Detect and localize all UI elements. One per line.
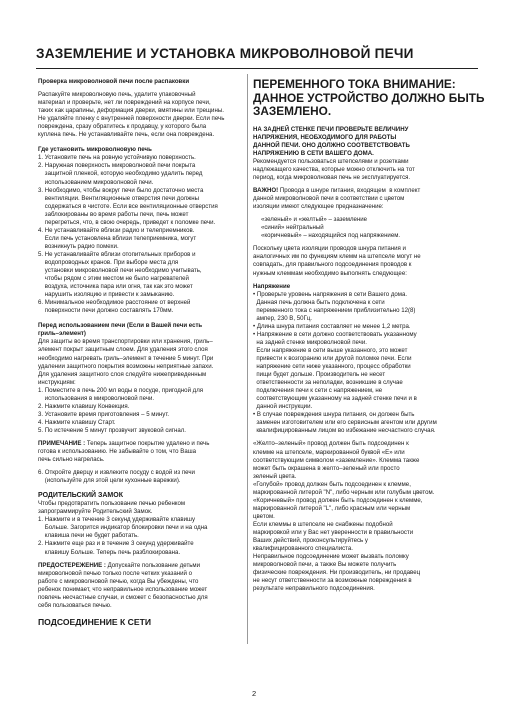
text-line: данной инструкции. (253, 403, 313, 411)
heading-connection: ПОДСОЕДИНЕНИЕ К СЕТИ (38, 616, 152, 627)
text-line: квалифицированного специалиста. (253, 545, 353, 553)
text-line: заблокированы во время работы печи, печь может (38, 210, 189, 218)
text-line: физические повреждения. Ни производитель, ни продавец (253, 569, 421, 577)
text-line: соответствующим символом «заземление». Клемма также (253, 456, 420, 464)
text-line: инструкциям: (38, 378, 76, 386)
text-line: Для защиты во время транспортировки или хранения, гриль– (38, 338, 213, 346)
text-line: «Голубой» провод должен быть подсоединен к клемме, (253, 480, 411, 488)
text-line: нарушить изоляцию и привести к замыканию. (38, 291, 175, 299)
text-line: 2. Нажмите еще раз и в течение 3 секунд удерживайте (38, 540, 194, 548)
title-underline (36, 68, 478, 69)
text-line: цветом. (253, 512, 275, 520)
text-line: «Желто–зеленый» провод должен быть подсоединен к (253, 440, 409, 448)
text-line: 1. Нажмите и в течение 3 секунд удерживайте клавишу (38, 516, 195, 524)
text-line: повреждена, сразу обратитесь к продавцу, у которого была (38, 123, 207, 131)
text-line: 5. По истечение 5 минут прозвучит звуковой сигнал. (38, 426, 186, 434)
before-use-list (38, 387, 241, 435)
right-column (253, 77, 485, 593)
text-line: Если печь установлена вблизи телеприемника, могут (38, 234, 197, 242)
text-line: маркированной литерой "L", либо красным или черным (253, 504, 411, 512)
text-line: 6. Минимальное необходимое расстояние от верхней (38, 299, 191, 307)
text-line: водопроводных кранов. При выборе места для (38, 258, 179, 266)
text-line: таких как царапины, деформация дверки, вмятины или трещины. (38, 107, 224, 115)
text-line: 6. Откройте дверцу и извлеките посуду с водой из печи (38, 469, 195, 477)
text-line: Поскольку цвета изоляции проводов шнура питания и (253, 245, 406, 253)
text-line: 2. Нажмите клавишу Конвекция. (38, 402, 130, 410)
heading-unpacking: Проверка микроволновой печи после распаковки (38, 78, 190, 85)
child-lock-text (38, 500, 241, 556)
text-line: поверхности печи должно составлять 170мм. (38, 307, 174, 315)
text-line: защитной пленкой, которую необходимо удалить перед (38, 170, 203, 178)
text-line: «Коричневый» провод должен быть подсоединен к клемме, (253, 496, 423, 504)
text-line: содержаться в чистоте. Если все вентиляционные отверстия (38, 202, 218, 210)
text-line: печь сильно нагрелась. (38, 456, 105, 464)
text-line: аналогичных им по функциям клемм на штепселе могут не (253, 253, 421, 261)
text-line: результате неправильного подсоединения. (253, 585, 375, 593)
text-line: ответственности за неполадки, возникшие в случае (253, 379, 403, 387)
text-line: период, когда микроволновая печь не эксплуатируется. (253, 174, 411, 182)
text-line: установки микроволновой печи необходимо учитывать, (38, 267, 202, 275)
text-line: заменен изготовителем или его сервисным агентом или другим (253, 419, 437, 427)
warning-paragraph (38, 562, 241, 610)
text-line: ЗАЗЕМЛЕНО. (253, 104, 332, 119)
text-line: 1. Поместите в печь 200 мл воды в посуде, пригодной для (38, 386, 204, 394)
text-line: Не удаляйте пленку с внутренней поверхности дверки. Если печь (38, 115, 225, 123)
text-line: соответствующим указанному на задней стенке печи и в (253, 395, 417, 403)
text-line: 4. Не устанавливайте вблизи радио и телеприемников. (38, 226, 195, 234)
text-line: «синий» нейтральный (261, 224, 324, 232)
text-line: 5. Не устанавливайте вблизи отопительных приборов и (38, 250, 196, 258)
text-line: на задней стенке микроволновой печи. (253, 338, 367, 346)
text-line: микроволновой печью только после четких указаний о (38, 569, 192, 577)
note-label: ПРИМЕЧАНИЕ : (38, 439, 86, 447)
column-divider (247, 74, 248, 644)
text-line: маркировкой или у Вас нет уверенности в правильности (253, 528, 414, 536)
text-line: вентиляции. Вентиляционные отверстия печи должны (38, 194, 199, 202)
text-line: НАПРЯЖЕНИЯ, НЕОБХОДИМОГО ДЛЯ РАБОТЫ (253, 133, 397, 141)
note-paragraph (38, 440, 241, 464)
heading-before-use-line1: Перед использованием печи (Если в Вашей печи есть (38, 322, 203, 330)
text-line: возникнуть радио помехи. (38, 242, 119, 250)
text-line: куплена печь. Не устанавливайте печь, если она повреждена. (38, 131, 215, 139)
text-line: привести к возгоранию или другой поломке печи. Если (253, 355, 412, 362)
important-text (253, 187, 420, 210)
text-line: работе с микроволновой печью, когда Вы убеждены, что (38, 577, 199, 585)
text-line: элемент покрыт защитным слоем. Для удаления этого слоя (38, 346, 208, 354)
step-six (38, 469, 241, 485)
text-line: ДАННОЕ УСТРОЙСТВО ДОЛЖНО БЫТЬ (253, 90, 485, 105)
important-paragraph (253, 187, 478, 211)
page-title: ЗАЗЕМЛЕНИЕ И УСТАНОВКА МИКРОВОЛНОВОЙ ПЕЧИ (36, 46, 414, 61)
unpacking-text (38, 91, 241, 139)
text-line: удалении защитного покрытия возможны неприятные запахи. (38, 362, 214, 370)
text-line: «зеленый» и «желтый» – заземление (261, 216, 368, 224)
text-line: НА ЗАДНЕЙ СТЕНКЕ ПЕЧИ ПРОВЕРЬТЕ ВЕЛИЧИНУ (253, 125, 409, 133)
text-line: Неправильное подсоединение может вызвать поломку (253, 553, 409, 561)
text-line: • В случае повреждения шнура питания, он должен быть (253, 411, 415, 419)
voltage-check-caps (253, 126, 478, 158)
text-line: Теперь защитное покрытие удалено и печь (85, 439, 210, 447)
text-line: данной микроволновой печи в соответствии с цветом (253, 195, 405, 203)
text-line: нужным клеммам необходимо выполнять следующее: (253, 269, 407, 277)
text-line: готова к использованию. Не забывайте о том, что Ваша (38, 448, 196, 456)
text-line: не несут ответственности за возможные повреждения в (253, 577, 412, 585)
text-line: Если клеммы в штепселе не снабжены подобной (253, 520, 393, 528)
text-line: воздуха, источника пара или огня, так как это может (38, 283, 193, 291)
text-line: микроволновой печи, а также Вы можете получить (253, 561, 397, 569)
text-line: клавишу Больше. Теперь печь разблокирована. (38, 548, 181, 556)
text-line: необходимо нагревать гриль–элемент в течение 5 минут. При (38, 354, 214, 362)
heading-location: Где установить микроволновую печь (38, 146, 152, 154)
heading-voltage: Напряжение (253, 282, 291, 290)
text-line: напряжение сети ниже указанного, процесс обработки (253, 363, 411, 371)
text-line: Распакуйте микроволновую печь, удалите упаковочный (38, 91, 196, 99)
text-line: НАПРЯЖЕНИЮ В СЕТИ ВАШЕГО ДОМА. (253, 149, 374, 157)
text-line: Больше. Загорится индикатор блокировки печи и на одна (38, 524, 208, 532)
text-line: маркированной литерой "N", либо черным или голубым цветом. (253, 488, 435, 496)
text-line: Рекомендуется пользоваться штепселями и розетками (253, 157, 409, 165)
text-line: может быть окрашена в желто–зеленый или просто (253, 464, 400, 472)
text-line: подключения печи к сети с напряжением, не (253, 387, 383, 395)
text-line: «коричневый» – находящийся под напряжением. (261, 232, 401, 240)
text-line: ампер, 230 В, 50Гц. (253, 314, 313, 322)
text-line: Данная печь должна быть подключена к сети (253, 298, 385, 306)
text-line: Допускайте пользование детьми (105, 561, 201, 569)
text-line: клемме на штепселе, маркированной буквой «Е» или (253, 448, 405, 456)
text-line: Если напряжение в сети выше указанного, это может (253, 346, 408, 354)
heading-before-use-line2: гриль–элемент) (38, 330, 86, 338)
text-line: • Напряжение в сети должно соответствовать указанному (253, 330, 417, 338)
text-line: ребенок понимает, что неправильное использование может (38, 585, 208, 593)
text-line: совпадать, для правильного подсоединения проводов к (253, 261, 412, 269)
text-line: Чтобы предотвратить пользование печью ребенком (38, 500, 186, 508)
text-line: клавиша печи не будет работать. (38, 532, 139, 540)
location-list (38, 154, 241, 315)
text-line: себя пользоваться печью. (38, 601, 112, 609)
page-number: 2 (252, 689, 257, 698)
before-use-text (38, 338, 241, 386)
heading-child-lock: РОДИТЕЛЬСКИЙ ЗАМОК (38, 492, 123, 500)
text-line: 4. Нажмите клавишу Старт. (38, 418, 116, 426)
text-line: использованием микроволновой печи. (38, 178, 154, 186)
text-line: надлежащего качества, которые можно отключить на тот (253, 166, 415, 174)
text-line: • Проверьте уровень напряжения в сети Вашего дома. (253, 290, 408, 298)
text-line: переменного тока с напряжением приблизительно 12(8) (253, 306, 416, 314)
attention-heading (253, 77, 485, 119)
text-line: ДАННОЙ ПЕЧИ. ОНО ДОЛЖНО СООТВЕТСТВОВАТЬ (253, 141, 410, 149)
left-column (38, 78, 241, 628)
plug-recommendation (253, 158, 478, 182)
text-line: (используйте для этой цели кухонные варежки). (38, 477, 181, 485)
text-line: зеленый цвета. (253, 472, 297, 480)
text-line: 1. Установите печь на ровную устойчивую поверхность. (38, 154, 196, 162)
warning-text (38, 562, 208, 609)
text-line: изоляции имеют следующее предназначение: (253, 203, 384, 211)
terminal-connection-text (253, 440, 478, 593)
voltage-list (253, 291, 478, 436)
text-line: квалифицированным лицом во избежание несчастного случая. (253, 427, 436, 435)
text-line: ПЕРЕМЕННОГО ТОКА ВНИМАНИЕ: (253, 77, 456, 91)
text-line: 3. Необходимо, чтобы вокруг печи было достаточно места (38, 186, 204, 194)
text-line: повлечь несчастные случаи, и сможет с безопасностью для (38, 593, 208, 601)
warning-label: ПРЕДОСТЕРЕЖЕНИЕ : (38, 561, 106, 569)
text-line: пищи будет дольше. Производитель не несет (253, 371, 386, 379)
text-line: 2. Наружная поверхность микроволновой печи покрыта (38, 162, 196, 170)
text-line: запрограммируйте Родительский Замок. (38, 508, 153, 516)
text-line: перегреться, что, в свою очередь, приведет к поломке печи. (38, 218, 216, 226)
text-line: материал и проверьте, нет ли повреждений на корпусе печи, (38, 99, 211, 107)
text-line: • Длина шнура питания составляет не менее 1,2 метра. (253, 322, 411, 330)
wire-mismatch-text (253, 245, 478, 277)
text-line: 3. Установите время приготовления – 5 минут. (38, 410, 170, 418)
text-line: Провода в шнуре питания, входящем в комплект (278, 187, 421, 195)
text-line: Ваших действий, проконсультируйтесь у (253, 537, 368, 545)
important-label: ВАЖНО! (253, 187, 279, 195)
text-line: чтобы рядом с этим местом не было нагревателей (38, 275, 189, 283)
text-line: использования в микроволновой печи. (38, 394, 155, 402)
wire-colors (253, 216, 478, 240)
text-line: Для удаления защитного слоя следуйте нижеприведенным (38, 370, 207, 378)
